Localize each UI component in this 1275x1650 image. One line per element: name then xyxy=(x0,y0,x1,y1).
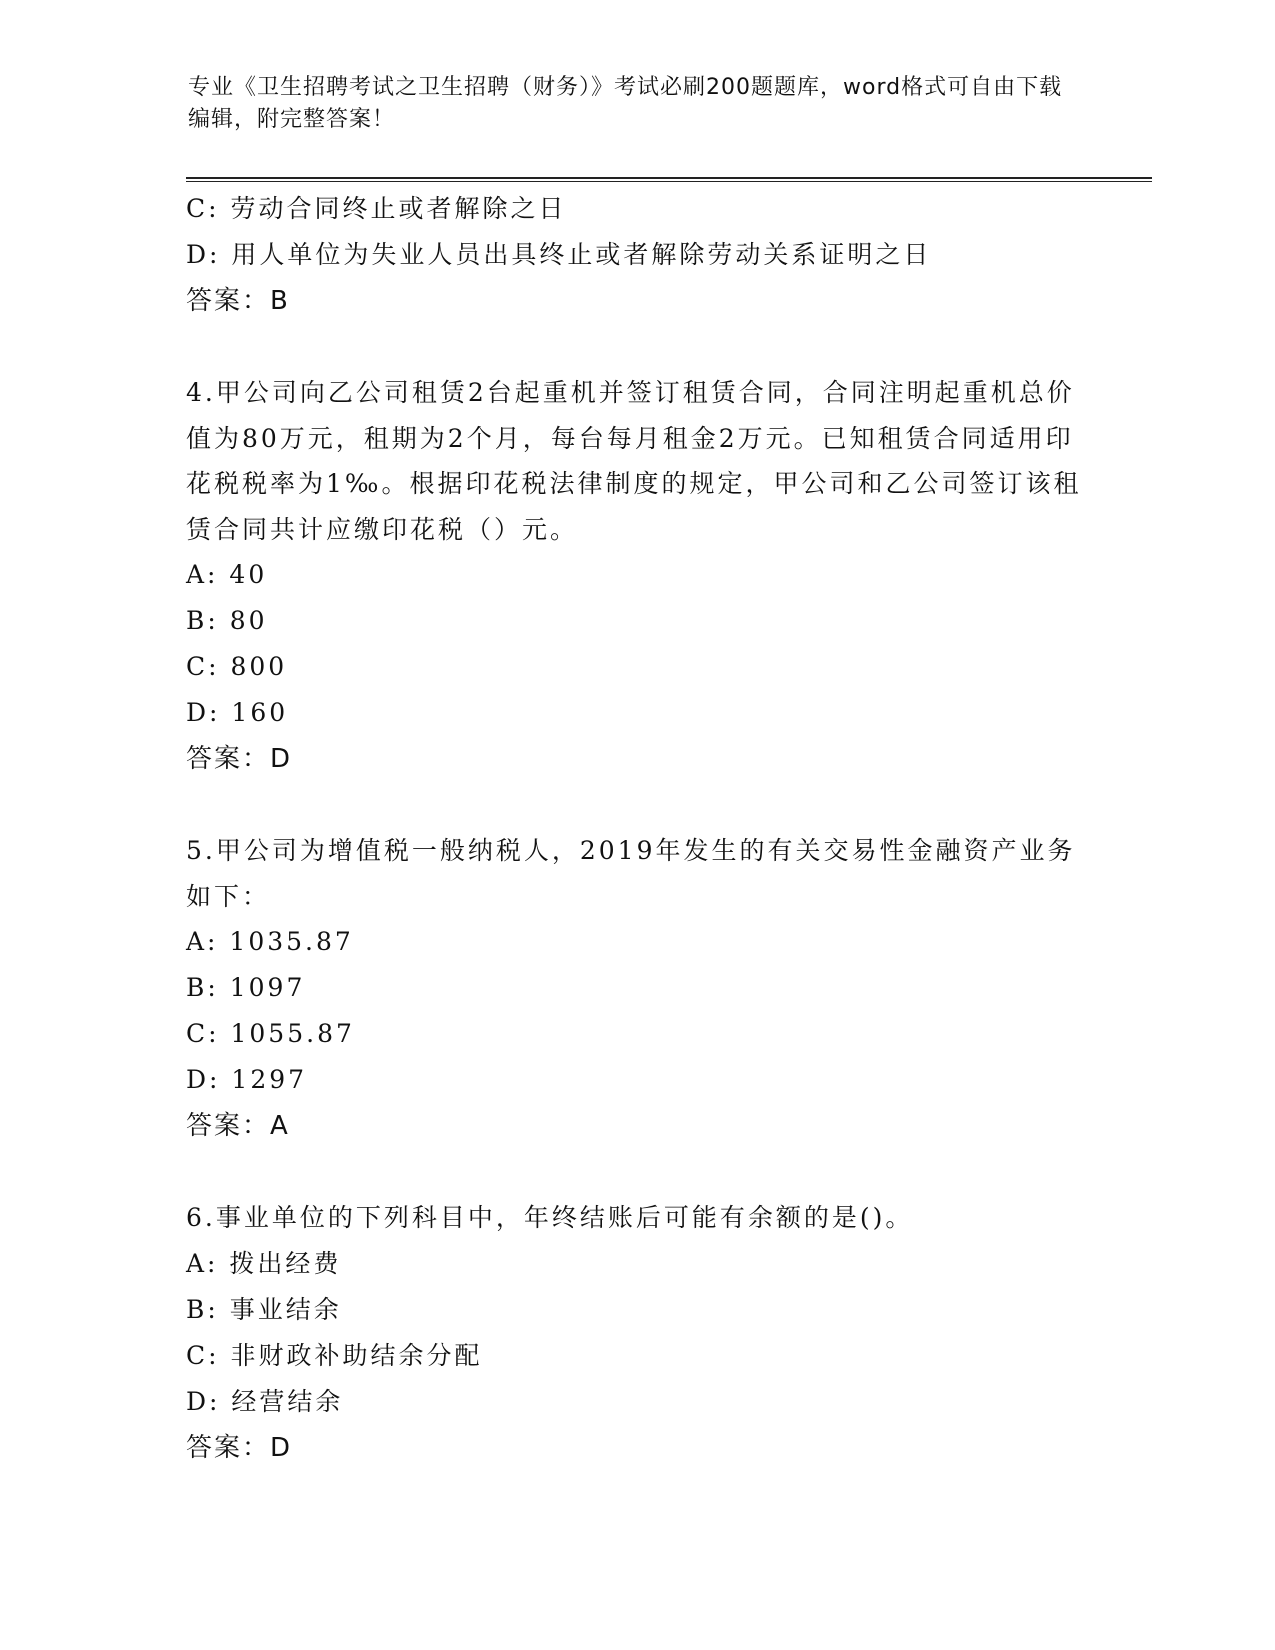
option-d: D: 用人单位为失业人员出具终止或者解除劳动关系证明之日 xyxy=(186,240,932,269)
option-c: C: 劳动合同终止或者解除之日 xyxy=(186,194,567,223)
question-5 xyxy=(186,828,1086,1149)
question-text: 5.甲公司为增值税一般纳税人，2019年发生的有关交易性金融资产业务如下： xyxy=(186,836,1076,911)
spacer xyxy=(186,782,1086,828)
header-divider xyxy=(186,177,1152,182)
spacer xyxy=(186,324,1086,370)
option-b: B: 事业结余 xyxy=(186,1294,342,1324)
question-text: 6.事业单位的下列科目中，年终结账后可能有余额的是()。 xyxy=(186,1203,914,1232)
option-b: B: 1097 xyxy=(186,973,306,1002)
option-a: A: 拨出经费 xyxy=(186,1248,342,1278)
option-b: B: 80 xyxy=(186,606,268,635)
spacer xyxy=(186,1149,1086,1195)
option-d: D: 经营结余 xyxy=(186,1386,344,1416)
answer: 答案：A xyxy=(186,1111,290,1141)
question-text: 4.甲公司向乙公司租赁2台起重机并签订租赁合同，合同注明起重机总价值为80万元，租期为2个月，每台每月租金2万元。已知租赁合同适用印花税税率为1‰。根据印花税法律制度的规定，甲公司和乙公司签订该租赁合同共计应缴印花税（）元。 xyxy=(186,378,1082,544)
answer: 答案：D xyxy=(186,744,293,774)
document-header: 专业《卫生招聘考试之卫生招聘（财务）》考试必刷200题题库，word格式可自由下载编辑，附完整答案！ xyxy=(188,75,1063,132)
question-4 xyxy=(186,370,1086,782)
option-d: D: 1297 xyxy=(186,1065,308,1094)
answer: 答案：B xyxy=(186,286,290,316)
option-c: C: 非财政补助结余分配 xyxy=(186,1340,483,1370)
previous-question-tail xyxy=(186,186,1086,324)
option-c: C: 1055.87 xyxy=(186,1019,355,1048)
option-a: A: 1035.87 xyxy=(186,927,354,956)
option-c: C: 800 xyxy=(186,652,288,681)
option-d: D: 160 xyxy=(186,698,289,727)
question-6 xyxy=(186,1195,1086,1471)
option-a: A: 40 xyxy=(186,560,268,589)
answer: 答案：D xyxy=(186,1432,293,1463)
document-body xyxy=(186,186,1086,1471)
